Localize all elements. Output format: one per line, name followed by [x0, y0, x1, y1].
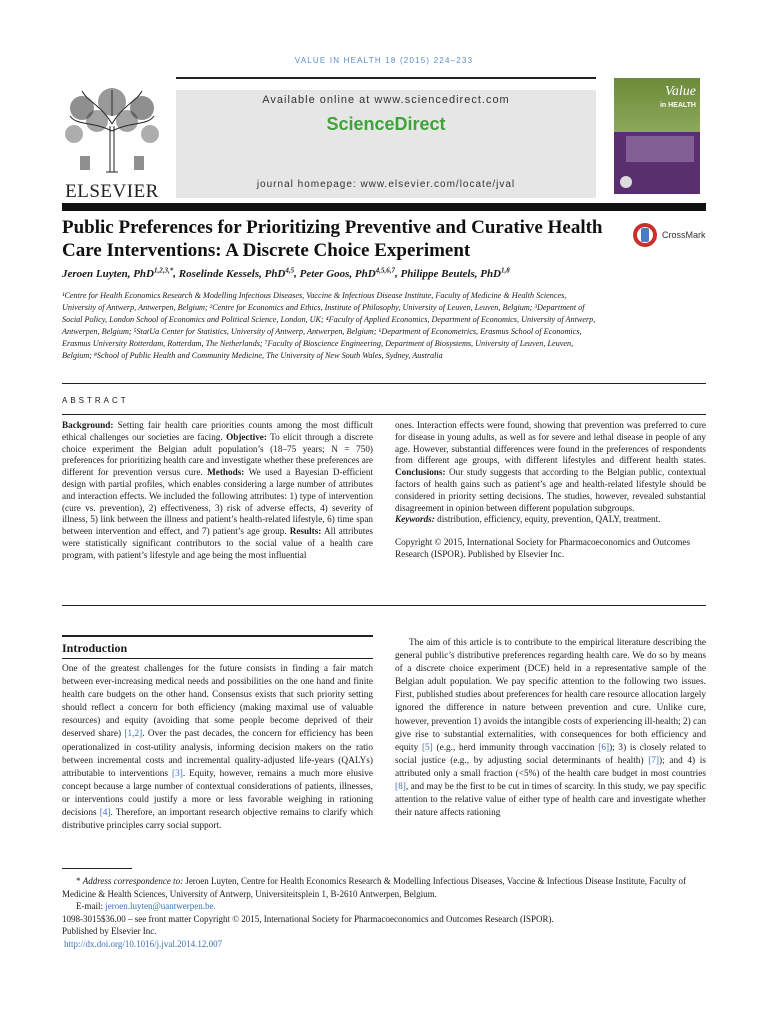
journal-homepage-link[interactable]: journal homepage: www.elsevier.com/locate/jval — [256, 179, 516, 190]
title-top-bar — [62, 203, 706, 211]
issn-line: 1098-3015$36.00 – see front matter Copyright © 2015, International Society for Pharmacoeconomics and Outcomes Research (ISPOR). — [62, 913, 554, 924]
intro-top-rule — [62, 635, 373, 637]
affiliations: ¹Centre for Health Economics Research & Modelling Infectious Diseases, Vaccine & Infectious Disease Institute, Faculty of Medicine & Health Sciences, University of Antwerp, Antwerpen, Belgium; ²Centre for Economics and Ethics, Institute of Philosophy, University of Leuven, Leuven, Belgium; ³Department of Social Policy, London School of Economics and Political Science, London, UK; ⁴Faculty of Applied Economics, Department of Economics, University of Antwerp, Antwerpen, Belgium; ⁵StatUa Center for Statistics, University of Antwerp, Antwerpen, Belgium; ⁶Department of Econometrics, Erasmus School of Economics, Erasmus University Rotterdam, Rotterdam, The Netherlands; ⁷Faculty of Bioscience Engineering, Department of Biosystems, University of Leuven, Leuven, Belgium; ⁸School of Public Health and Community Medicine, The University of New South Wales, Sydney, Australia — [62, 291, 596, 360]
elsevier-wordmark: ELSEVIER — [65, 181, 159, 202]
crossmark-icon — [632, 222, 658, 248]
abstract-heading-rule — [62, 414, 706, 415]
doi-link[interactable]: http://dx.doi.org/10.1016/j.jval.2014.12.007 — [64, 938, 223, 949]
available-online-link[interactable]: Available online at www.sciencedirect.com — [262, 94, 510, 106]
article-title: Public Preferences for Prioritizing Preventive and Curative Health Care Interventions: A Discrete Choice Experiment — [62, 217, 603, 261]
citation-link[interactable]: [3] — [171, 768, 183, 779]
introduction-heading: Introduction — [62, 641, 128, 655]
cover-seal-icon — [620, 176, 632, 188]
email-link[interactable]: jeroen.luyten@uantwerpen.be. — [105, 901, 216, 911]
abstract-heading: ABSTRACT — [62, 396, 129, 405]
author-2[interactable]: Roselinde Kessels, PhD$^{4,5}$ — [178, 266, 295, 280]
author-4[interactable]: Philippe Beutels, PhD$^{1,8}$ — [400, 266, 510, 280]
published-line: Published by Elsevier Inc. — [62, 926, 157, 936]
journal-citation: VALUE IN HEALTH 18 (2015) 224–233 — [294, 56, 474, 65]
elsevier-tree-icon — [62, 86, 162, 176]
intro-right-column: The aim of this article is to contribute to the empirical literature describing the general public’s distributive preferences regarding health care. We do so by means of a discrete choice experiment (DCE) held in a representative sample of the Belgian adult population. We pay specific attention to the following two issues. First, published studies about preferences for health care resource allocation largely ignored the difference in nature between prevention and cure. Unlike cure, however, prevention 1) avoids the intangible costs of experiencing ill-health; 2) can give rise to substantial externalities, with consequences for both efficiency and equity [5] (e.g., herd immunity through vaccination [6]); 3) is closely related to social justice (e.g., by adjusting social determinants of health) [7]); and 4) is attributed only a small fraction (<5%) of the health care budget in most countries [8], and may be the first to be cut in times of scarcity. In this study, we pay specific attention to the relative value of either type of health care and investigate whether their nature affects rationing — [395, 638, 706, 819]
abstract-bottom-rule — [62, 605, 706, 606]
crossmark-button[interactable] — [632, 222, 712, 250]
crossmark-label: CrossMark — [662, 230, 706, 240]
citation-link[interactable]: [4] — [99, 808, 111, 819]
journal-cover-image[interactable] — [614, 78, 700, 194]
cover-subtitle: in HEALTH — [659, 102, 696, 109]
footnote: * Address correspondence to: Jeroen Luyten, Centre for Health Economics Research & Modelling Infectious Diseases, Vaccine & Infectious Disease Institute, Faculty of Medicine & Health Sciences, University of Antwerp, Universiteitsplein 1, B-2610 Antwerpen, Belgium. E-mail: jeroen.luyten@uantwerpen.be. 1098-3015$36.00 – see front matter Copyright © 2015, International Society for Pharmacoeconomics and Outcomes Research (ISPOR). Published by Elsevier Inc. http://dx.doi.org/10.1016/j.jval.2014.12.007 — [62, 875, 706, 950]
author-list: Jeroen Luyten, PhD$^{1,2,3,*}$, Roselinde Kessels, PhD$^{4,5}$, Peter Goos, PhD$^{4,5,6,7}$, Philippe Beutels, PhD$^{1,8}$ — [62, 266, 510, 280]
citation-link[interactable]: [5] — [421, 742, 433, 753]
sciencedirect-banner — [176, 90, 596, 198]
citation-link[interactable]: [6] — [598, 742, 610, 753]
citation-link[interactable]: [8] — [395, 782, 406, 793]
citation-link[interactable]: [1,2] — [124, 729, 143, 740]
abstract-top-rule — [62, 383, 706, 384]
intro-left-column: One of the greatest challenges for the future consists in finding a fair match between ever-increasing medical needs and possibilities on the one hand and finite health care budgets on the other hand. Consensus exists that such priority setting should reflect a concern for both efficiency (making maximal use of valuable resources) and equity (avoiding that some people become deprived of their deserved share) [1,2]. Over the past decades, the concern for efficiency has been operationalized in cost-utility analysis, informing decision makers on the ratio between incremental costs and incremental quality-adjusted life-years (QALYs) attributable to interventions [3]. Equity, however, remains a much more elusive concept because a large number of contextual considerations of patients, illnesses, or interventions could justify a more or less favorable weighing in rationing decisions [4]. Therefore, an important research objective remains to clarify which distributive principles carry social support. — [62, 664, 373, 832]
sciencedirect-brand[interactable]: ScienceDirect — [326, 114, 446, 134]
footnote-rule — [62, 868, 132, 869]
header-rule — [176, 77, 596, 79]
cover-text-block — [626, 136, 694, 162]
author-1[interactable]: Jeroen Luyten, PhD$^{1,2,3,*}$ — [62, 266, 174, 280]
cover-title: Value — [664, 84, 696, 99]
abstract-left-column: Background: Setting fair health care priorities counts among the most difficult ethical challenges our societies are facing. Objective: To elicit through a discrete choice experiment the Belgian adult population’s (18–75 years; N = 750) preferences for prioritizing health care and investigate whether these preferences are different for prevention versus cure. Methods: We used a Bayesian D-efficient design with partial profiles, which enables considering a large number of attributes and interaction effects. We included the following attributes: 1) type of intervention (cure vs. prevention), 2) effectiveness, 3) risk of adverse effects, 4) severity of illness, 5) link between the illness and patient’s health-related lifestyle, 6) time span between intervention and effect, and 7) patient’s age group. Results: All attributes were statistically significant contributors to the social value of a health care program, with patient’s lifestyle and age being the most influential — [62, 420, 374, 560]
intro-heading-rule — [62, 658, 373, 659]
abstract-copyright: Copyright © 2015, International Society for Pharmacoeconomics and Outcomes Research (ISPOR). Published by Elsevier Inc. — [395, 537, 691, 559]
abstract-right-column: ones. Interaction effects were found, showing that prevention was preferred to cure for disease in young adults, as well as for severe and lethal disease in people of any age. However, substantial differences were found in the preferences of respondents from different age groups, with different lifestyles and different health states. Conclusions: Our study suggests that according to the Belgian public, contextual factors of health gains such as patient’s age and health-related lifestyle should be considered in priority setting decisions. The studies, however, revealed substantial disagreement in opinion between different population subgroups. Keywords: distribution, efficiency, equity, prevention, QALY, treatment. Copyright © 2015, International Society for Pharmacoeconomics and Outcomes Research (ISPOR). Published by Elsevier Inc. — [395, 420, 706, 559]
elsevier-logo[interactable] — [62, 86, 162, 202]
author-3[interactable]: Peter Goos, PhD$^{4,5,6,7}$ — [299, 266, 395, 280]
citation-link[interactable]: [7] — [648, 755, 660, 766]
